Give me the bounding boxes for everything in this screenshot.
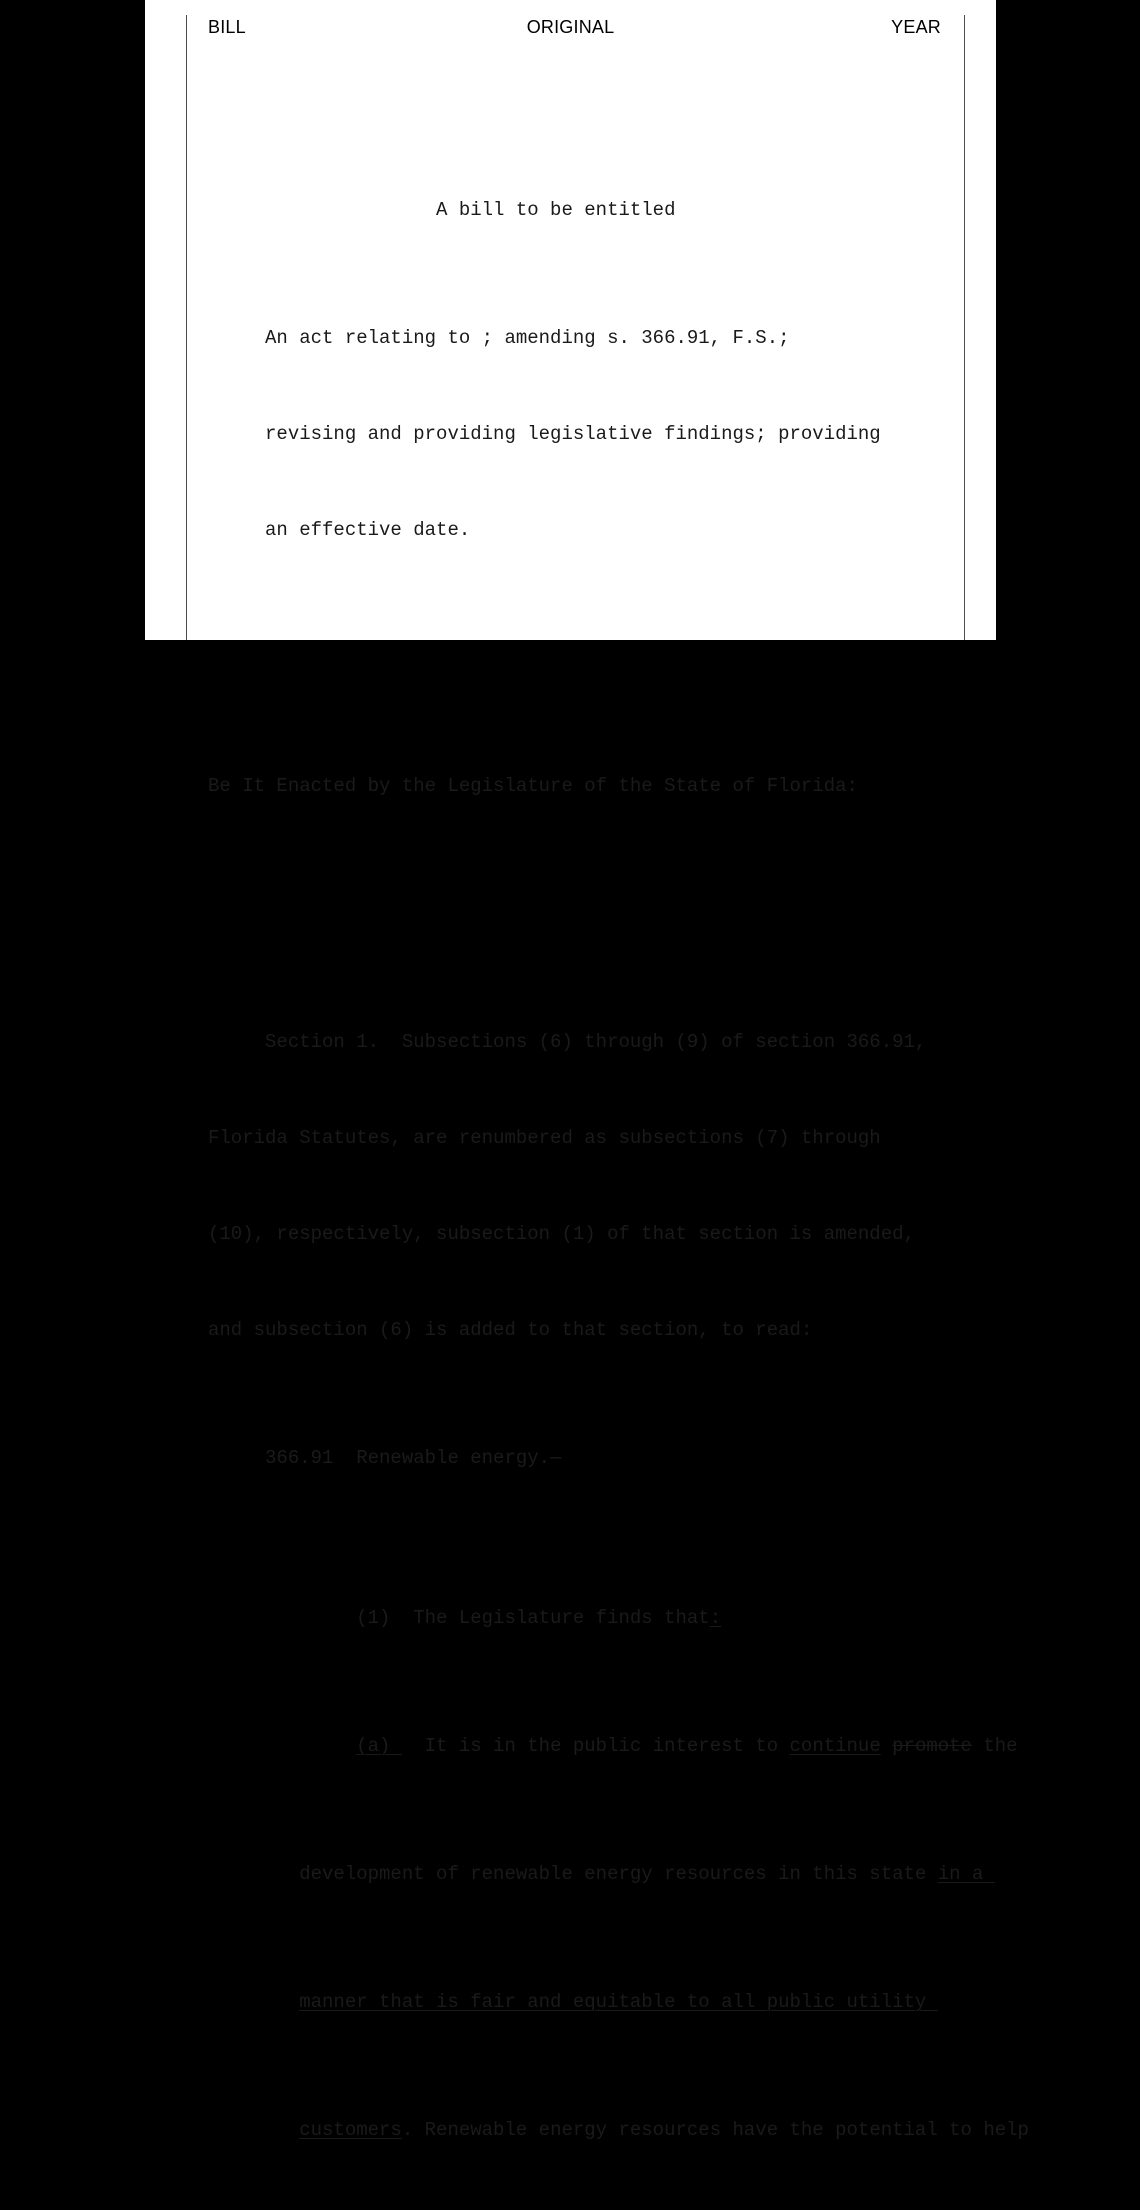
paragraph-a-indent — [299, 1735, 356, 1757]
header-original-label: ORIGINAL — [526, 17, 615, 37]
inserted-word-continue: continue — [789, 1735, 881, 1757]
paragraph-a-text-before: It is in the public interest to — [401, 1735, 790, 1757]
paragraph-a-text-after: the — [971, 1735, 1018, 1757]
subsection-1-line — [208, 1570, 964, 1629]
inserted-paragraph-marker: (a) — [356, 1735, 402, 1757]
right-margin-rule — [964, 15, 965, 640]
subsection-1-text: (1) The Legislature finds that — [299, 1607, 710, 1629]
title-line-3: an effective date. — [208, 519, 471, 541]
inserted-phrase-part-2: manner that is fair and equitable to all public utility — [299, 1991, 938, 2013]
paragraph-a-line-4-plain: . Renewable energy resources have the potential to help — [401, 2119, 1029, 2141]
bill-document-page — [145, 0, 1029, 2141]
paragraph-a-line-1 — [208, 1698, 1018, 1757]
section-1-line-3: (10), respectively, subsection (1) of that section is amended, — [208, 1223, 915, 1245]
deleted-word-promote: promote — [892, 1735, 972, 1757]
word-gap — [881, 1735, 892, 1757]
paragraph-a-line-3 — [208, 1954, 964, 2013]
paragraph-a-line-2-plain: development of renewable energy resources in this state — [299, 1863, 938, 1885]
header-bill-label: BILL — [208, 17, 246, 37]
section-1-line-4: and subsection (6) is added to that section, to read: — [208, 1319, 813, 1341]
inserted-phrase-part-1: in a — [937, 1863, 995, 1885]
bill-body-text — [208, 98, 1029, 2210]
section-1-line-2: Florida Statutes, are renumbered as subsections (7) through — [208, 1127, 881, 1149]
enacting-clause: Be It Enacted by the Legislature of the State of Florida: — [208, 775, 858, 797]
document-header — [145, 16, 996, 44]
title-heading: A bill to be entitled — [208, 199, 676, 221]
inserted-colon: : — [709, 1607, 722, 1629]
section-1-line-1: Section 1. Subsections (6) through (9) of section 366.91, — [208, 1031, 927, 1053]
left-margin-rule — [186, 15, 187, 640]
inserted-phrase-part-3: customers — [299, 2119, 402, 2141]
spacer-line-2 — [208, 898, 964, 930]
spacer-line-1 — [208, 642, 964, 674]
paragraph-a-line-2 — [208, 1826, 995, 1885]
title-line-1: An act relating to ; amending s. 366.91, F.S.; — [208, 327, 790, 349]
paragraph-a-line-4 — [208, 2082, 1029, 2141]
header-year-label: YEAR — [891, 17, 941, 37]
statute-heading: 366.91 Renewable energy.— — [208, 1447, 562, 1469]
title-line-2: revising and providing legislative findings; providing — [208, 423, 881, 445]
